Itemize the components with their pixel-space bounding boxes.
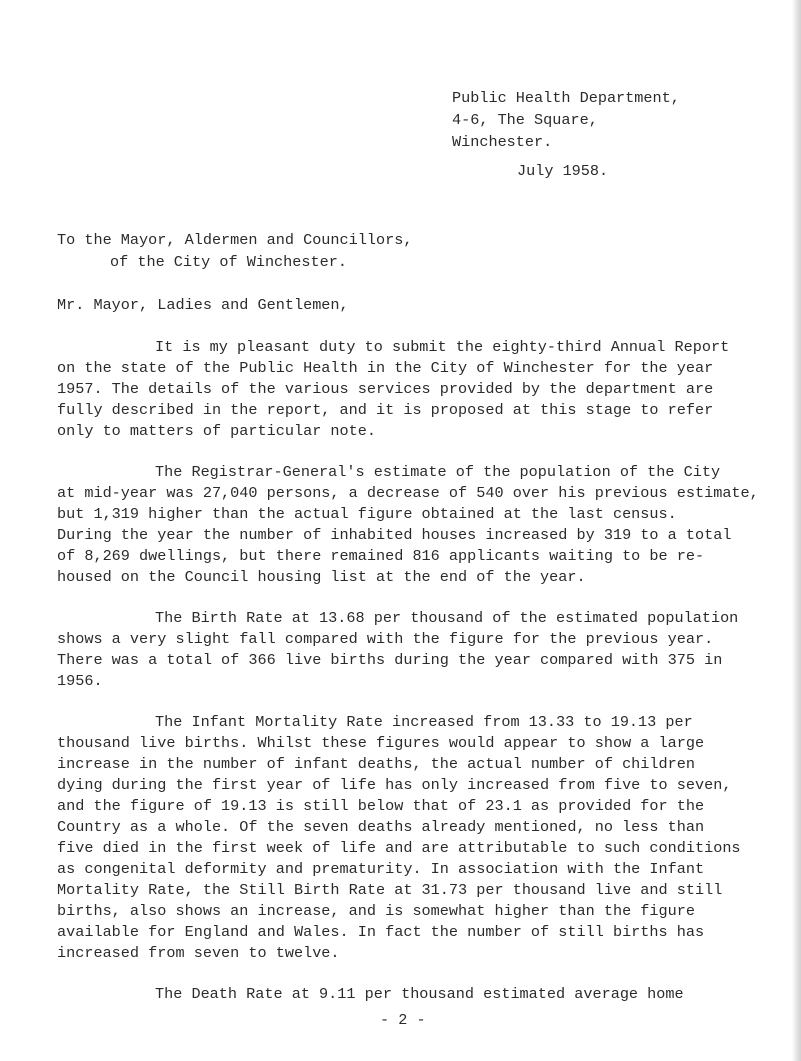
text-line: Country as a whole. Of the seven deaths already mentioned, no less than bbox=[57, 818, 705, 836]
recipient-block bbox=[57, 229, 412, 273]
address-line: Winchester. bbox=[452, 133, 553, 151]
text-line: The Death Rate at 9.11 per thousand estimated average home bbox=[155, 985, 684, 1003]
text-line: as congenital deformity and prematurity. In association with the Infant bbox=[57, 860, 705, 878]
text-line: births, also shows an increase, and is somewhat higher than the figure bbox=[57, 902, 695, 920]
text-line: The Registrar-General's estimate of the population of the City bbox=[155, 463, 721, 481]
text-line: and the figure of 19.13 is still below that of 23.1 as provided for the bbox=[57, 797, 705, 815]
text-line: Mortality Rate, the Still Birth Rate at 31.73 per thousand live and still bbox=[57, 881, 723, 899]
text-line: but 1,319 higher than the actual figure obtained at the last census. bbox=[57, 505, 677, 523]
text-line: available for England and Wales. In fact the number of still births has bbox=[57, 923, 705, 941]
text-line: housed on the Council housing list at the end of the year. bbox=[57, 568, 586, 586]
text-line: of 8,269 dwellings, but there remained 816 applicants waiting to be re- bbox=[57, 547, 705, 565]
text-line: During the year the number of inhabited houses increased by 319 to a total bbox=[57, 526, 732, 544]
text-line: only to matters of particular note. bbox=[57, 422, 376, 440]
page-number: - 2 - bbox=[380, 1011, 426, 1029]
recipient-line: of the City of Winchester. bbox=[110, 253, 347, 271]
text-line: 1956. bbox=[57, 672, 103, 690]
paragraph bbox=[57, 462, 793, 588]
page-edge-shadow bbox=[792, 0, 801, 1061]
text-line: at mid-year was 27,040 persons, a decrease of 540 over his previous estimate, bbox=[57, 484, 759, 502]
address-line: 4-6, The Square, bbox=[452, 111, 598, 129]
text-line: 1957. The details of the various services provided by the department are bbox=[57, 380, 714, 398]
greeting: Mr. Mayor, Ladies and Gentlemen, bbox=[57, 296, 349, 314]
text-line: fully described in the report, and it is proposed at this stage to refer bbox=[57, 401, 714, 419]
paragraph bbox=[57, 984, 793, 1005]
text-line: The Infant Mortality Rate increased from 13.33 to 19.13 per bbox=[155, 713, 693, 731]
paragraph bbox=[57, 608, 793, 692]
recipient-line: To the Mayor, Aldermen and Councillors, bbox=[57, 231, 413, 249]
letter-body bbox=[57, 337, 793, 1025]
text-line: It is my pleasant duty to submit the eighty-third Annual Report bbox=[155, 338, 730, 356]
text-line: The Birth Rate at 13.68 per thousand of the estimated population bbox=[155, 609, 739, 627]
text-line: thousand live births. Whilst these figures would appear to show a large bbox=[57, 734, 705, 752]
sender-address bbox=[452, 87, 680, 153]
address-line: Public Health Department, bbox=[452, 89, 680, 107]
paragraph bbox=[57, 337, 793, 442]
text-line: There was a total of 366 live births during the year compared with 375 in bbox=[57, 651, 723, 669]
text-line: increased from seven to twelve. bbox=[57, 944, 340, 962]
text-line: on the state of the Public Health in the City of Winchester for the year bbox=[57, 359, 714, 377]
letter-date: July 1958. bbox=[517, 162, 609, 180]
text-line: shows a very slight fall compared with the figure for the previous year. bbox=[57, 630, 714, 648]
text-line: increase in the number of infant deaths, the actual number of children bbox=[57, 755, 695, 773]
paragraph bbox=[57, 712, 793, 964]
text-line: dying during the first year of life has only increased from five to seven, bbox=[57, 776, 732, 794]
text-line: five died in the first week of life and are attributable to such conditions bbox=[57, 839, 741, 857]
